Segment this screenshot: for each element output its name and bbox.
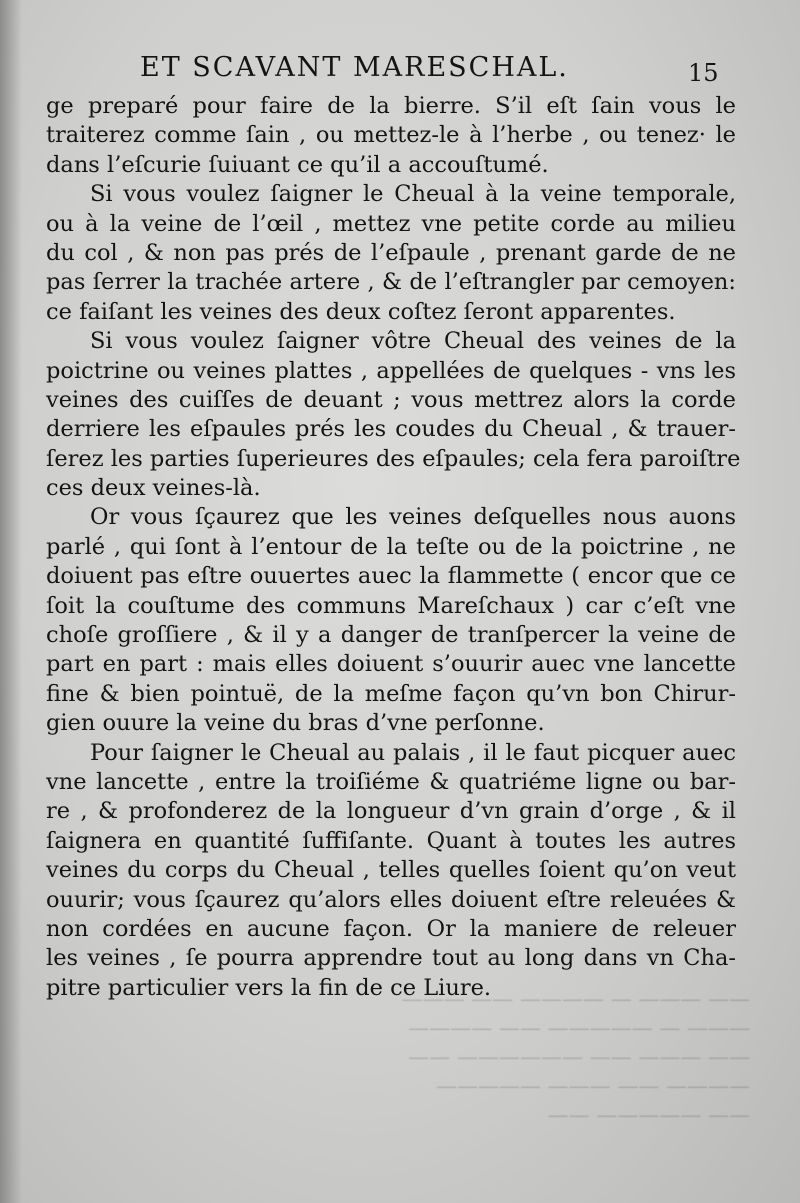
text-line: ouurir; vous ſçaurez qu’alors elles doiuent eſtre releuées & xyxy=(46,886,736,913)
text-line: les veines , ſe pourra apprendre tout au long dans vn Cha- xyxy=(46,945,736,972)
running-title: ET SCAVANT MARESCHAL. xyxy=(140,52,569,83)
text-line: ſaignera en quantité ſuffiſante. Quant à toutes les autres xyxy=(46,827,736,854)
text-line: ge preparé pour faire de la bierre. S’il eſt ſain vous le xyxy=(46,93,736,119)
text-line: ſerez les parties ſuperieures des eſpaules; cela fera paroiſtre xyxy=(46,445,741,472)
text-line: doiuent pas eſtre ouuertes auec la flammette ( encor que ce xyxy=(46,563,736,590)
text-line: derriere les eſpaules prés les coudes du Cheual , & trauer- xyxy=(46,416,736,443)
text-line: fine & bien pointuë, de la meſme façon qu’vn bon Chirur- xyxy=(46,680,736,707)
text-line: ſoit la couſtume des communs Mareſchaux ) car c’eſt vne xyxy=(46,592,736,619)
gutter-shadow xyxy=(0,0,22,1203)
text-line: re , & profonderez de la longueur d’vn grain d’orge , & il xyxy=(46,798,736,825)
text-line: veines des cuiſſes de deuant ; vous mettrez alors la corde xyxy=(46,386,736,413)
paragraph-first-line: Or vous ſçaurez que les veines deſquelles nous auons xyxy=(90,504,736,531)
text-line: dans l’eſcurie ſuiuant ce qu’il a accouſtumé. xyxy=(46,151,549,178)
paragraph-first-line: Pour ſaigner le Cheual au palais , il le faut picquer auec xyxy=(90,739,736,766)
text-line: pitre particulier vers la fin de ce Liure. xyxy=(46,974,492,1001)
text-line: choſe groſſiere , & il y a danger de tranſpercer la veine de xyxy=(46,622,736,649)
text-line: part en part : mais elles doiuent s’ouurir auec vne lancette xyxy=(46,651,736,678)
text-line: parlé , qui ſont à l’entour de la teſte ou de la poictrine , ne xyxy=(46,533,736,560)
text-line: gien ouure la veine du bras d’vne perſonne. xyxy=(46,710,545,737)
text-line: du col , & non pas prés de l’eſpaule , prenant garde de ne xyxy=(46,239,736,266)
running-head xyxy=(0,50,800,90)
text-line: ce faiſant les veines des deux coſtez ſeront apparentes. xyxy=(46,298,676,325)
text-line: pas ſerrer la trachée artere , & de l’eſtrangler par cemoyen: xyxy=(46,269,736,296)
text-line: traiterez comme ſain , ou mettez-le à l’herbe , ou tenez· le xyxy=(46,122,736,149)
page-number: 15 xyxy=(688,59,719,87)
text-line: poictrine ou veines plattes , appellées de quelques - vns les xyxy=(46,357,736,384)
text-line: vne lancette , entre la troiſiéme & quatriéme ligne ou bar- xyxy=(46,768,736,795)
body-text xyxy=(46,92,741,1003)
show-through-texture: ​—— ——— — ———— —— ——— ——— — ————— —— ———— —— ——— —— —————— —— ———— —— ——— ————— —— ————— —— xyxy=(401,987,750,1127)
text-line: veines du corps du Cheual , telles quelles ſoient qu’on veut xyxy=(46,857,736,884)
paragraph-first-line: Si vous voulez ſaigner vôtre Cheual des veines de la xyxy=(90,328,736,355)
text-line: ces deux veines-là. xyxy=(46,475,261,502)
paragraph-first-line: Si vous voulez ſaigner le Cheual à la veine temporale, xyxy=(90,181,736,208)
text-line: ou à la veine de l’œil , mettez vne petite corde au milieu xyxy=(46,210,736,237)
text-line: non cordées en aucune façon. Or la maniere de releuer xyxy=(46,915,736,942)
